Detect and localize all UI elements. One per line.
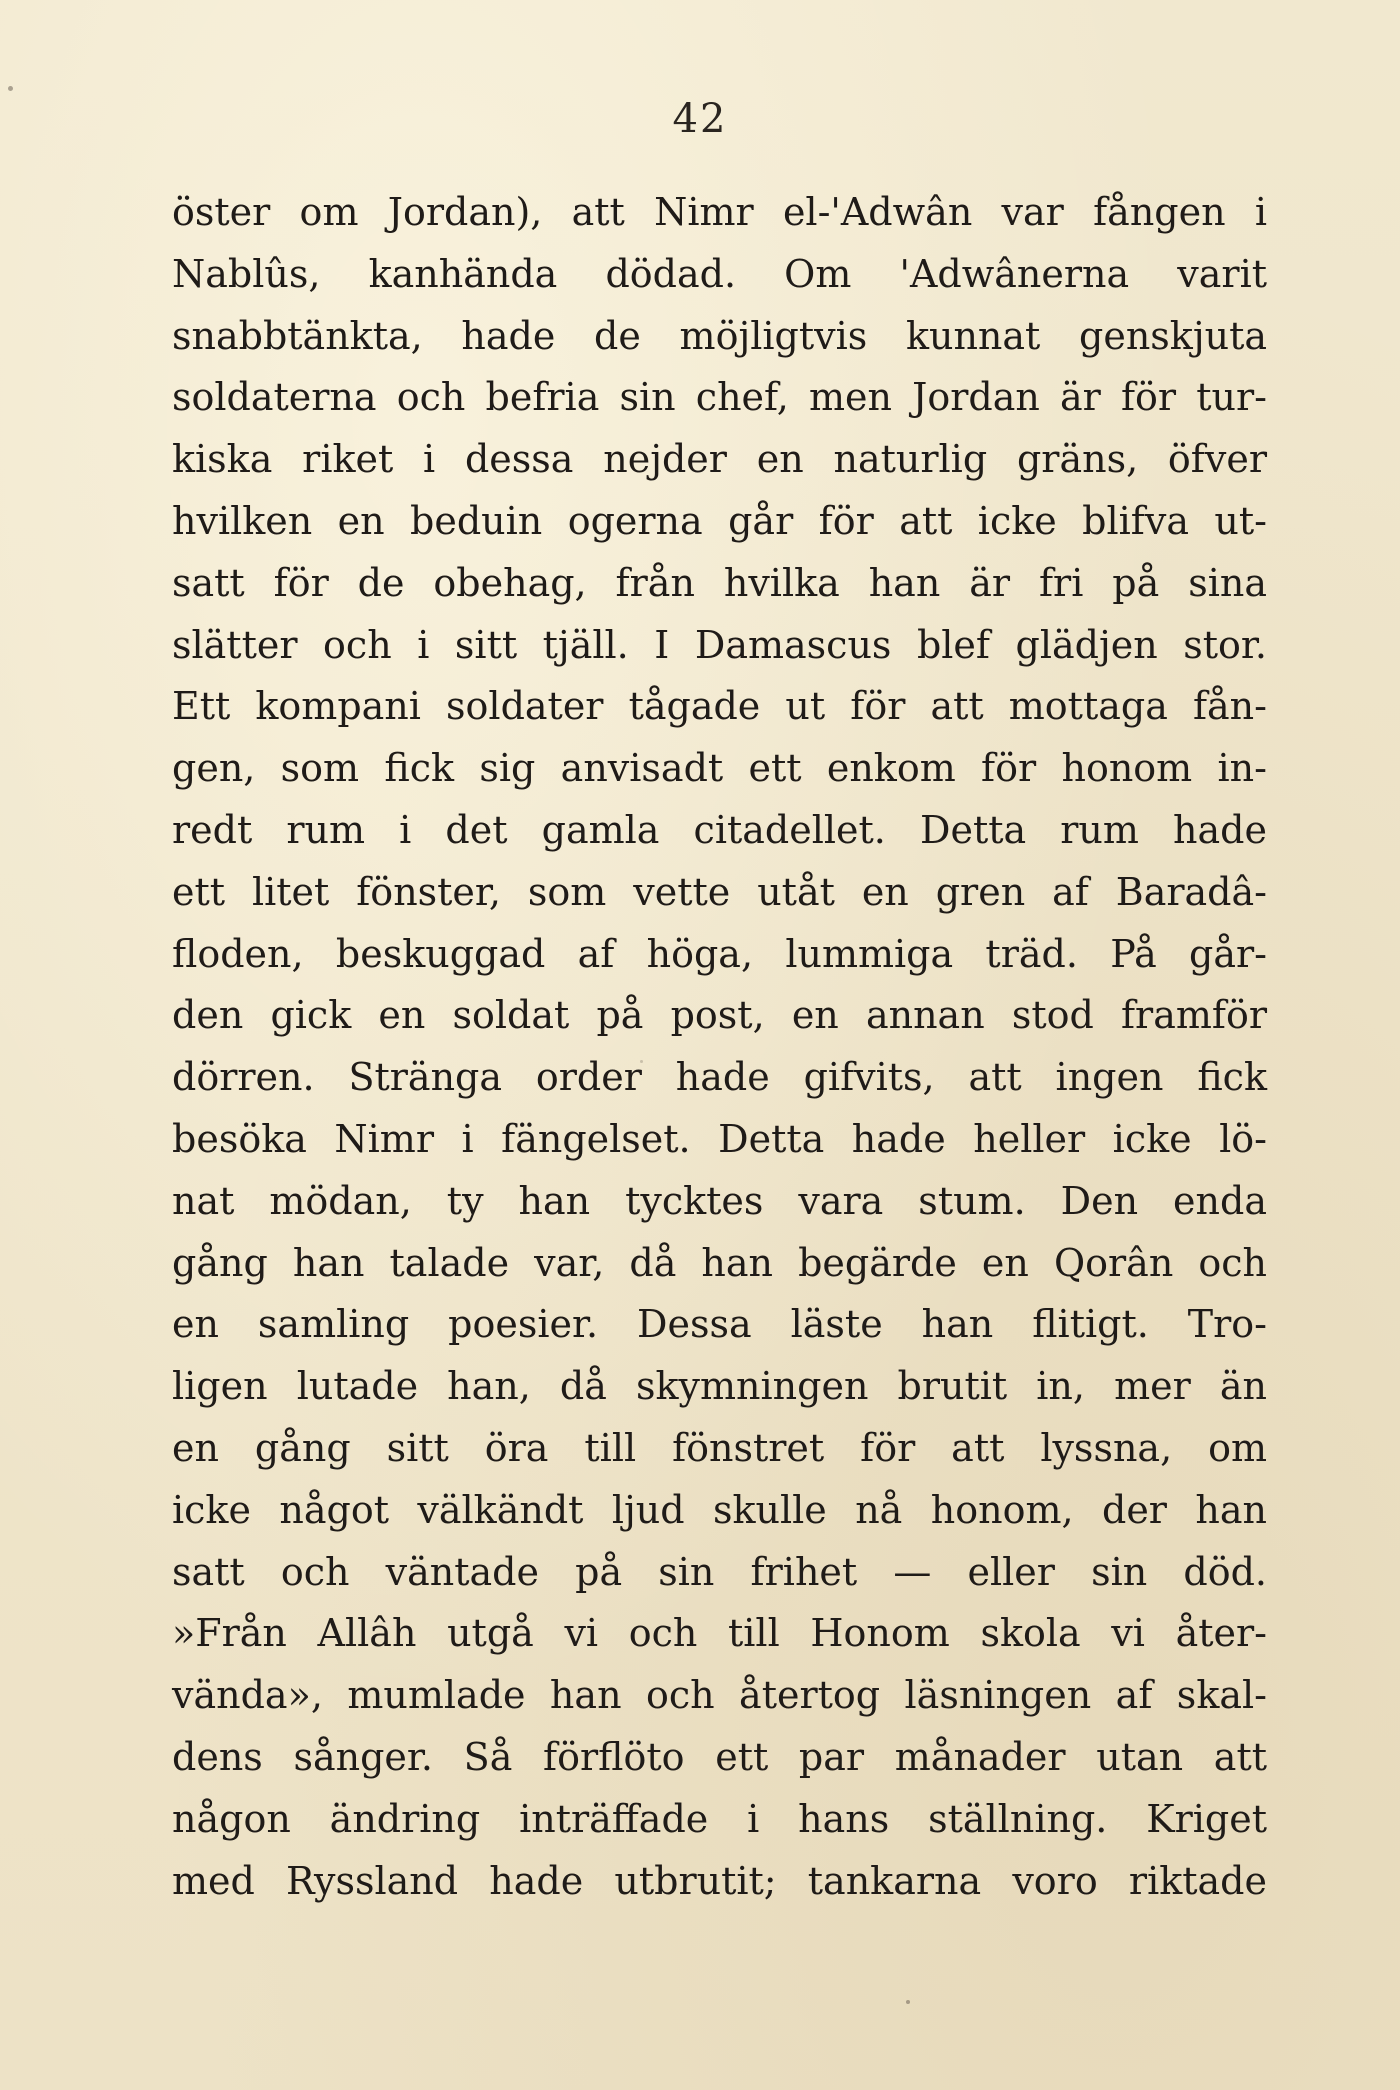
text-line: hvilken en beduin ogerna går för att icke blifva ut- xyxy=(172,498,1267,543)
text-line: öster om Jordan), att Nimr el-'Adwân var fången i xyxy=(172,190,1267,234)
text-line: »Från Allâh utgå vi och till Honom skola vi åter- xyxy=(172,1611,1267,1656)
text-line: någon ändring inträffade i hans ställning. Kriget xyxy=(172,1796,1267,1841)
page-number: 42 xyxy=(672,96,728,142)
paper-speck xyxy=(906,2000,910,2004)
paper-speck xyxy=(8,86,13,91)
text-line: med Ryssland hade utbrutit; tankarna voro riktade xyxy=(172,1858,1267,1903)
text-line: floden, beskuggad af höga, lummiga träd. På går- xyxy=(172,931,1267,976)
body-text xyxy=(172,182,1267,1912)
text-line: nat mödan, ty han tycktes vara stum. Den enda xyxy=(172,1178,1267,1223)
text-line: Ett kompani soldater tågade ut för att mottaga fån- xyxy=(172,684,1267,729)
text-line: dens sånger. Så förflöto ett par månader utan att xyxy=(172,1734,1267,1779)
text-line: den gick en soldat på post, en annan stod framför xyxy=(172,993,1267,1038)
text-line: en samling poesier. Dessa läste han flitigt. Tro- xyxy=(172,1302,1267,1347)
text-line: vända», mumlade han och återtog läsningen af skal- xyxy=(172,1673,1267,1718)
text-line: gång han talade var, då han begärde en Qorân och xyxy=(172,1240,1267,1285)
text-line: icke något välkändt ljud skulle nå honom, der han xyxy=(172,1487,1267,1532)
text-line: snabbtänkta, hade de möjligtvis kunnat genskjuta xyxy=(172,313,1267,358)
text-line: ligen lutade han, då skymningen brutit in, mer än xyxy=(172,1364,1267,1409)
text-line: Nablûs, kanhända dödad. Om 'Adwânerna varit xyxy=(172,251,1267,296)
text-line: besöka Nimr i fängelset. Detta hade heller icke lö- xyxy=(172,1116,1267,1161)
text-line: en gång sitt öra till fönstret för att lyssna, om xyxy=(172,1425,1267,1470)
text-line: dörren. Stränga order hade gifvits, att ingen fick xyxy=(172,1055,1267,1100)
text-line: redt rum i det gamla citadellet. Detta rum hade xyxy=(172,807,1267,852)
text-line: slätter och i sitt tjäll. I Damascus blef glädjen stor. xyxy=(172,622,1267,667)
text-line: satt för de obehag, från hvilka han är fri på sina xyxy=(172,560,1267,605)
text-line: gen, som fick sig anvisadt ett enkom för honom in- xyxy=(172,746,1267,791)
text-line: soldaterna och befria sin chef, men Jordan är för tur- xyxy=(172,375,1267,420)
text-line: kiska riket i dessa nejder en naturlig gräns, öfver xyxy=(172,437,1267,482)
text-line: ett litet fönster, som vette utåt en gren af Baradâ- xyxy=(172,869,1267,914)
text-line: satt och väntade på sin frihet — eller sin död. xyxy=(172,1549,1267,1594)
